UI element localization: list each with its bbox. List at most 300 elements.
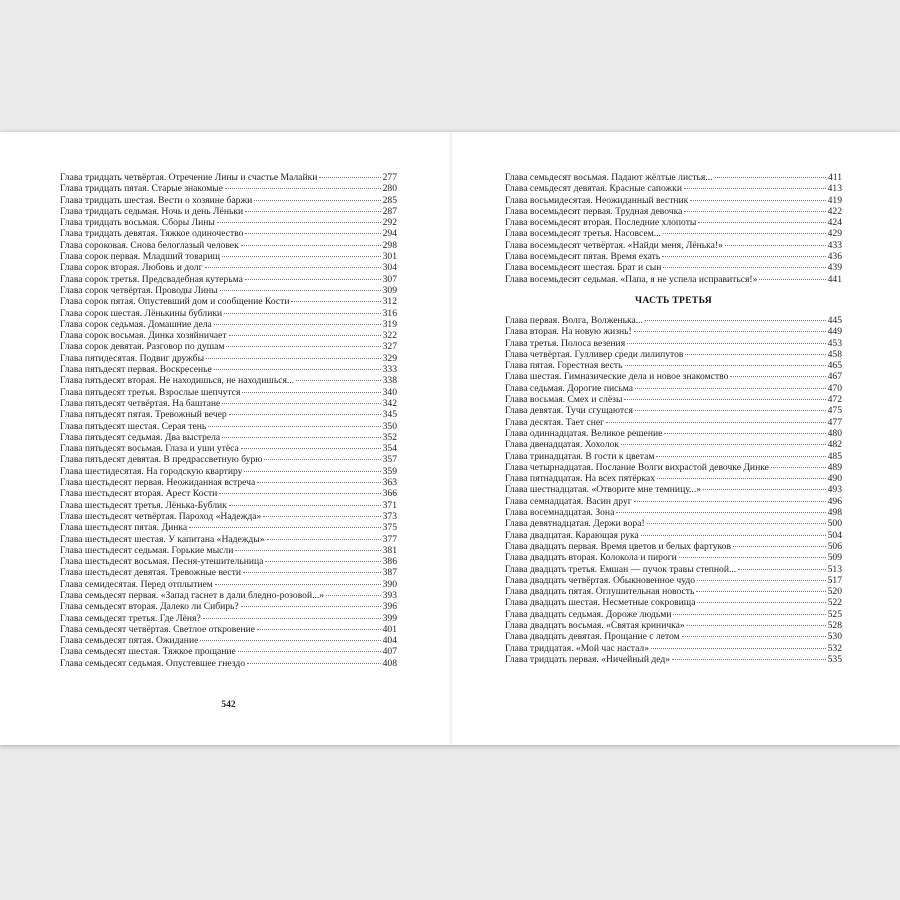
chapter-page-number: 482 xyxy=(827,439,842,451)
toc-entry xyxy=(60,341,397,352)
dot-leader xyxy=(679,557,826,558)
toc-entry xyxy=(505,564,842,575)
dot-leader xyxy=(690,200,825,201)
chapter-page-number: 292 xyxy=(382,217,397,229)
chapter-title: Глава четырнадцатая. Послание Волги вихрастой девочке Динке xyxy=(505,461,769,473)
dot-leader xyxy=(229,505,381,506)
chapter-title: Глава двадцать третья. Емшан — пучок травы степной... xyxy=(505,563,737,575)
chapter-page-number: 449 xyxy=(827,326,842,338)
chapter-page-number: 520 xyxy=(827,586,842,598)
toc-entry xyxy=(60,387,397,398)
chapter-title: Глава тридцатая. «Мой час настал» xyxy=(505,642,650,654)
chapter-page-number: 489 xyxy=(827,461,842,473)
chapter-title: Глава шестьдесят третья. Лёнька-Бублик xyxy=(60,499,227,511)
toc-entry xyxy=(505,195,842,206)
toc-entry xyxy=(60,409,397,420)
chapter-title: Глава восемьдесят шестая. Брат и сын xyxy=(505,262,662,274)
chapter-page-number: 307 xyxy=(382,273,397,285)
toc-entry xyxy=(505,575,842,586)
dot-leader xyxy=(263,516,380,517)
chapter-title: Глава сорок шестая. Лёнькины бублики xyxy=(60,307,223,319)
dot-leader xyxy=(189,527,380,528)
dot-leader xyxy=(730,376,825,377)
dot-leader xyxy=(257,482,380,483)
chapter-page-number: 277 xyxy=(382,172,397,183)
dot-leader xyxy=(205,267,381,268)
toc-entry xyxy=(60,590,397,601)
dot-leader xyxy=(698,222,825,223)
toc-entry xyxy=(60,601,397,612)
chapter-page-number: 411 xyxy=(827,172,842,183)
chapter-title: Глава пятьдесят первая. Воскресенье xyxy=(60,364,212,376)
toc-list-part-two-end xyxy=(505,172,842,285)
dot-leader xyxy=(696,591,825,592)
dot-leader xyxy=(625,365,826,366)
chapter-title: Глава шестьдесят шестая. У капитана «Надежды» xyxy=(60,533,265,545)
chapter-page-number: 312 xyxy=(382,296,397,308)
chapter-page-number: 500 xyxy=(827,518,842,530)
chapter-title: Глава девятая. Тучи сгущаются xyxy=(505,405,633,417)
dot-leader xyxy=(635,410,826,411)
dot-leader xyxy=(267,539,381,540)
toc-entry xyxy=(505,631,842,642)
dot-leader xyxy=(624,399,825,400)
dot-leader xyxy=(326,595,381,596)
chapter-title: Глава сорок девятая. Разговор по душам xyxy=(60,341,225,353)
chapter-title: Глава семьдесят четвёртая. Светлое откровение xyxy=(60,623,255,635)
toc-entry xyxy=(60,421,397,432)
chapter-title: Глава пятнадцатая. На всех пятёрках xyxy=(505,473,655,485)
chapter-page-number: 390 xyxy=(382,578,397,590)
chapter-page-number: 338 xyxy=(382,375,397,387)
toc-entry xyxy=(505,371,842,382)
dot-leader xyxy=(208,426,380,427)
chapter-title: Глава семнадцатая. Васин друг xyxy=(505,495,632,507)
toc-entry xyxy=(60,375,397,386)
chapter-title: Глава семьдесят девятая. Красные сапожки xyxy=(505,183,682,195)
dot-leader xyxy=(606,422,826,423)
dot-leader xyxy=(224,313,380,314)
chapter-page-number: 280 xyxy=(382,183,397,195)
chapter-page-number: 496 xyxy=(827,495,842,507)
toc-entry xyxy=(505,541,842,552)
dot-leader xyxy=(243,572,381,573)
dot-leader xyxy=(264,459,380,460)
toc-entry xyxy=(505,338,842,349)
chapter-page-number: 470 xyxy=(827,382,842,394)
chapter-page-number: 316 xyxy=(382,307,397,319)
chapter-page-number: 404 xyxy=(382,635,397,647)
chapter-title: Глава семидесятая. Перед отплытием xyxy=(60,578,213,590)
chapter-page-number: 522 xyxy=(827,597,842,609)
dot-leader xyxy=(241,606,381,607)
chapter-page-number: 319 xyxy=(382,318,397,330)
chapter-title: Глава двадцать восьмая. «Святая криничка» xyxy=(505,619,685,631)
section-heading: ЧАСТЬ ТРЕТЬЯ xyxy=(635,294,712,306)
toc-entry xyxy=(60,206,397,217)
dot-leader xyxy=(759,279,825,280)
toc-entry xyxy=(60,522,397,533)
chapter-page-number: 465 xyxy=(827,360,842,372)
chapter-page-number: 345 xyxy=(382,409,397,421)
toc-entry xyxy=(505,552,842,563)
toc-entry xyxy=(60,477,397,488)
chapter-page-number: 490 xyxy=(827,473,842,485)
chapter-title: Глава восемьдесят вторая. Последние хлопоты xyxy=(505,217,697,229)
toc-entry xyxy=(505,274,842,285)
chapter-title: Глава восемьдесят седьмая. «Папа, я не успела исправиться!» xyxy=(505,273,758,285)
toc-entry xyxy=(60,251,397,262)
toc-entry xyxy=(60,511,397,522)
chapter-title: Глава седьмая. Дорогие письма xyxy=(505,382,633,394)
chapter-page-number: 366 xyxy=(382,488,397,500)
right-page-toc xyxy=(505,172,842,665)
chapter-title: Глава восемнадцатая. Зона xyxy=(505,507,615,519)
toc-entry xyxy=(60,240,397,251)
toc-list-part-three xyxy=(505,315,842,665)
toc-entry xyxy=(505,439,842,450)
dot-leader xyxy=(296,380,381,381)
chapter-page-number: 477 xyxy=(827,416,842,428)
toc-entry xyxy=(505,462,842,473)
chapter-page-number: 493 xyxy=(827,484,842,496)
chapter-page-number: 350 xyxy=(382,420,397,432)
toc-entry xyxy=(60,579,397,590)
dot-leader xyxy=(641,535,826,536)
toc-entry xyxy=(60,330,397,341)
toc-entry xyxy=(60,466,397,477)
chapter-page-number: 532 xyxy=(827,642,842,654)
dot-leader xyxy=(291,301,380,302)
chapter-page-number: 525 xyxy=(827,608,842,620)
chapter-title: Глава шестьдесят восьмая. Песня-утешительница xyxy=(60,556,264,568)
chapter-title: Глава тридцать седьмая. Ночь и день Лёньки xyxy=(60,205,244,217)
dot-leader xyxy=(229,414,381,415)
chapter-title: Глава двадцать шестая. Несметные сокровища xyxy=(505,597,696,609)
dot-leader xyxy=(222,256,381,257)
chapter-title: Глава тридцать восьмая. Сборы Лины xyxy=(60,217,215,229)
toc-entry xyxy=(505,428,842,439)
dot-leader xyxy=(703,489,826,490)
dot-leader xyxy=(663,233,826,234)
chapter-page-number: 413 xyxy=(827,183,842,195)
chapter-page-number: 287 xyxy=(382,205,397,217)
dot-leader xyxy=(214,369,381,370)
chapter-page-number: 309 xyxy=(382,284,397,296)
chapter-page-number: 371 xyxy=(382,499,397,511)
chapter-title: Глава восемьдесят пятая. Время ехать xyxy=(505,251,661,263)
chapter-title: Глава семьдесят седьмая. Опустевшее гнездо xyxy=(60,657,246,669)
chapter-title: Глава семьдесят шестая. Тяжкое прощание xyxy=(60,646,236,658)
chapter-title: Глава шестьдесят пятая. Динка xyxy=(60,522,188,534)
dot-leader xyxy=(771,467,826,468)
chapter-page-number: 294 xyxy=(382,228,397,240)
toc-entry xyxy=(60,262,397,273)
toc-entry xyxy=(60,567,397,578)
dot-leader xyxy=(684,211,825,212)
chapter-page-number: 298 xyxy=(382,239,397,251)
chapter-page-number: 381 xyxy=(382,544,397,556)
toc-entry xyxy=(505,172,842,183)
chapter-page-number: 304 xyxy=(382,262,397,274)
chapter-title: Глава тринадцатая. В гости к цветам xyxy=(505,450,655,462)
chapter-title: Глава четвёртая. Гулливер среди лилипутов xyxy=(505,348,684,360)
dot-leader xyxy=(733,546,826,547)
toc-entry xyxy=(505,451,842,462)
chapter-title: Глава двадцать седьмая. Дороже людьми xyxy=(505,608,672,620)
dot-leader xyxy=(225,188,381,189)
chapter-title: Глава сороковая. Снова белоглазый человек xyxy=(60,239,239,251)
dot-leader xyxy=(664,433,825,434)
chapter-title: Глава сорок первая. Младший товарищ xyxy=(60,251,221,263)
chapter-page-number: 340 xyxy=(382,386,397,398)
chapter-page-number: 352 xyxy=(382,431,397,443)
chapter-title: Глава пятьдесят седьмая. Два выстрела xyxy=(60,431,221,443)
page-number: 542 xyxy=(221,699,236,710)
toc-entry xyxy=(60,454,397,465)
chapter-page-number: 393 xyxy=(382,589,397,601)
chapter-title: Глава восемьдесят первая. Трудная девочка xyxy=(505,205,683,217)
toc-entry xyxy=(505,228,842,239)
toc-entry xyxy=(60,228,397,239)
toc-entry xyxy=(505,240,842,251)
chapter-title: Глава семьдесят третья. Где Лёня? xyxy=(60,612,201,624)
toc-entry xyxy=(505,262,842,273)
dot-leader xyxy=(663,267,825,268)
chapter-title: Глава двадцать вторая. Колокола и пироги xyxy=(505,552,677,564)
chapter-page-number: 408 xyxy=(382,657,397,669)
chapter-title: Глава пятьдесят четвёртая. На баштане xyxy=(60,397,221,409)
toc-entry xyxy=(60,285,397,296)
chapter-page-number: 407 xyxy=(382,646,397,658)
dot-leader xyxy=(254,200,380,201)
chapter-title: Глава пятьдесят девятая. В предрассветную бурю xyxy=(60,454,263,466)
chapter-title: Глава двадцать четвёртая. Обыкновенное чудо xyxy=(505,574,696,586)
dot-leader xyxy=(627,343,826,344)
dot-leader xyxy=(738,569,825,570)
dot-leader xyxy=(235,550,380,551)
chapter-page-number: 441 xyxy=(827,273,842,285)
chapter-page-number: 472 xyxy=(827,394,842,406)
dot-leader xyxy=(215,584,381,585)
chapter-title: Глава сорок вторая. Любовь и долг xyxy=(60,262,203,274)
toc-entry xyxy=(505,183,842,194)
chapter-title: Глава двадцать пятая. Оглушительная новость xyxy=(505,586,695,598)
toc-entry xyxy=(505,383,842,394)
dot-leader xyxy=(242,392,380,393)
chapter-title: Глава первая. Волга, Волженька... xyxy=(505,314,643,326)
chapter-page-number: 528 xyxy=(827,619,842,631)
chapter-title: Глава пятьдесят шестая. Серая тень xyxy=(60,420,207,432)
toc-entry xyxy=(505,530,842,541)
dot-leader xyxy=(715,177,826,178)
dot-leader xyxy=(214,324,381,325)
chapter-page-number: 535 xyxy=(827,653,842,665)
chapter-page-number: 506 xyxy=(827,540,842,552)
chapter-title: Глава пятьдесят восьмая. Глаза и уши утёса xyxy=(60,443,239,455)
toc-entry xyxy=(60,183,397,194)
toc-entry xyxy=(505,326,842,337)
chapter-page-number: 285 xyxy=(382,194,397,206)
chapter-title: Глава сорок восьмая. Динка хозяйничает xyxy=(60,330,227,342)
chapter-title: Глава пятидесятая. Подвиг дружбы xyxy=(60,352,205,364)
toc-entry xyxy=(60,296,397,307)
chapter-title: Глава восемьдесят четвёртая. «Найди меня, Лёнька!» xyxy=(505,239,723,251)
chapter-page-number: 498 xyxy=(827,507,842,519)
toc-entry xyxy=(505,251,842,262)
chapter-title: Глава сорок пятая. Опустевший дом и сообщение Кости xyxy=(60,296,290,308)
chapter-page-number: 373 xyxy=(382,510,397,522)
left-page-toc xyxy=(60,172,397,669)
toc-entry xyxy=(505,654,842,665)
chapter-title: Глава восьмая. Смех и слёзы xyxy=(505,394,623,406)
chapter-title: Глава шестая. Гимназические дела и новое знакомство xyxy=(505,371,729,383)
toc-entry xyxy=(505,315,842,326)
dot-leader xyxy=(244,471,380,472)
chapter-title: Глава тридцать шестая. Вести о хозяине баржи xyxy=(60,194,253,206)
toc-entry xyxy=(60,353,397,364)
chapter-title: Глава шестьдесят вторая. Арест Кости xyxy=(60,488,218,500)
dot-leader xyxy=(226,346,380,347)
chapter-page-number: 436 xyxy=(827,251,842,263)
chapter-title: Глава двадцатая. Карающая рука xyxy=(505,529,639,541)
chapter-page-number: 357 xyxy=(382,454,397,466)
toc-entry xyxy=(60,545,397,556)
dot-leader xyxy=(725,245,826,246)
toc-entry xyxy=(505,609,842,620)
dot-leader xyxy=(217,222,381,223)
book-spread xyxy=(0,132,900,745)
chapter-page-number: 422 xyxy=(827,205,842,217)
dot-leader xyxy=(657,478,826,479)
chapter-page-number: 363 xyxy=(382,477,397,489)
dot-leader xyxy=(241,245,381,246)
chapter-title: Глава семьдесят пятая. Ожидание xyxy=(60,635,199,647)
chapter-page-number: 475 xyxy=(827,405,842,417)
toc-entry xyxy=(60,319,397,330)
chapter-page-number: 424 xyxy=(827,217,842,229)
chapter-title: Глава семьдесят вторая. Далеко ли Сибирь? xyxy=(60,601,239,613)
chapter-title: Глава двадцать первая. Время цветов и белых фартуков xyxy=(505,540,731,552)
chapter-page-number: 419 xyxy=(827,194,842,206)
chapter-page-number: 480 xyxy=(827,427,842,439)
chapter-title: Глава шестидесятая. На городскую квартиру xyxy=(60,465,243,477)
dot-leader xyxy=(265,561,380,562)
toc-entry xyxy=(505,206,842,217)
toc-entry xyxy=(60,443,397,454)
chapter-page-number: 458 xyxy=(827,348,842,360)
book-gutter xyxy=(449,132,453,745)
chapter-page-number: 530 xyxy=(827,631,842,643)
dot-leader xyxy=(685,354,825,355)
toc-entry xyxy=(505,217,842,228)
chapter-title: Глава тридцать первая. «Ничейный дед» xyxy=(505,653,671,665)
dot-leader xyxy=(203,618,381,619)
chapter-title: Глава шестьдесят седьмая. Горькие мысли xyxy=(60,544,234,556)
toc-entry xyxy=(60,556,397,567)
toc-entry xyxy=(60,364,397,375)
chapter-page-number: 386 xyxy=(382,556,397,568)
chapter-page-number: 467 xyxy=(827,371,842,383)
chapter-page-number: 401 xyxy=(382,623,397,635)
dot-leader xyxy=(220,290,381,291)
toc-entry xyxy=(505,518,842,529)
dot-leader xyxy=(672,659,826,660)
toc-entry xyxy=(505,484,842,495)
chapter-title: Глава одиннадцатая. Великое решение xyxy=(505,427,663,439)
chapter-page-number: 517 xyxy=(827,574,842,586)
toc-entry xyxy=(505,417,842,428)
dot-leader xyxy=(219,493,380,494)
chapter-title: Глава десятая. Тает снег xyxy=(505,416,605,428)
toc-entry xyxy=(60,613,397,624)
chapter-title: Глава тридцать девятая. Тяжкое одиночество xyxy=(60,228,244,240)
chapter-title: Глава третья. Полоса везения xyxy=(505,337,626,349)
chapter-page-number: 354 xyxy=(382,443,397,455)
chapter-page-number: 429 xyxy=(827,228,842,240)
chapter-title: Глава семьдесят первая. «Запад гаснет в дали бледно-розовой...» xyxy=(60,589,325,601)
dot-leader xyxy=(682,636,826,637)
toc-entry xyxy=(505,349,842,360)
dot-leader xyxy=(238,651,381,652)
chapter-page-number: 333 xyxy=(382,364,397,376)
chapter-page-number: 433 xyxy=(827,239,842,251)
chapter-title: Глава шестнадцатая. «Отворите мне темницу...» xyxy=(505,484,702,496)
toc-entry xyxy=(60,646,397,657)
chapter-title: Глава шестьдесят первая. Неожиданная встреча xyxy=(60,477,256,489)
dot-leader xyxy=(687,625,826,626)
chapter-page-number: 396 xyxy=(382,601,397,613)
chapter-title: Глава пятьдесят третья. Взрослые шепчутся xyxy=(60,386,241,398)
chapter-page-number: 504 xyxy=(827,529,842,541)
chapter-page-number: 375 xyxy=(382,522,397,534)
chapter-page-number: 342 xyxy=(382,397,397,409)
dot-leader xyxy=(206,358,381,359)
toc-entry xyxy=(60,432,397,443)
chapter-page-number: 377 xyxy=(382,533,397,545)
chapter-page-number: 399 xyxy=(382,612,397,624)
dot-leader xyxy=(245,279,381,280)
toc-entry xyxy=(60,217,397,228)
toc-entry xyxy=(60,398,397,409)
dot-leader xyxy=(697,580,826,581)
dot-leader xyxy=(684,188,826,189)
toc-entry xyxy=(505,586,842,597)
dot-leader xyxy=(697,602,825,603)
toc-entry xyxy=(505,360,842,371)
toc-entry xyxy=(60,500,397,511)
chapter-page-number: 387 xyxy=(382,567,397,579)
chapter-title: Глава восьмидесятая. Неожиданный вестник xyxy=(505,194,689,206)
dot-leader xyxy=(247,663,381,664)
dot-leader xyxy=(673,614,825,615)
toc-entry xyxy=(60,195,397,206)
chapter-title: Глава девятнадцатая. Держи вора! xyxy=(505,518,645,530)
chapter-title: Глава пятая. Горестная весть xyxy=(505,360,623,372)
chapter-title: Глава двадцать девятая. Прощание с летом xyxy=(505,631,680,643)
chapter-title: Глава тридцать четвёртая. Отречение Лины и счастье Малайки xyxy=(60,172,318,183)
chapter-title: Глава шестьдесят девятая. Тревожные вести xyxy=(60,567,242,579)
chapter-title: Глава двенадцатая. Хохолок xyxy=(505,439,619,451)
chapter-title: Глава пятьдесят вторая. Не находишься, не находишься... xyxy=(60,375,295,387)
toc-entry xyxy=(60,635,397,646)
toc-entry xyxy=(505,405,842,416)
chapter-title: Глава семьдесят восьмая. Падают жёлтые листья... xyxy=(505,172,713,183)
chapter-title: Глава тридцать пятая. Старые знакомые xyxy=(60,183,223,195)
toc-entry xyxy=(60,658,397,669)
chapter-title: Глава восемьдесят третья. Насовсем... xyxy=(505,228,661,240)
dot-leader xyxy=(245,211,380,212)
